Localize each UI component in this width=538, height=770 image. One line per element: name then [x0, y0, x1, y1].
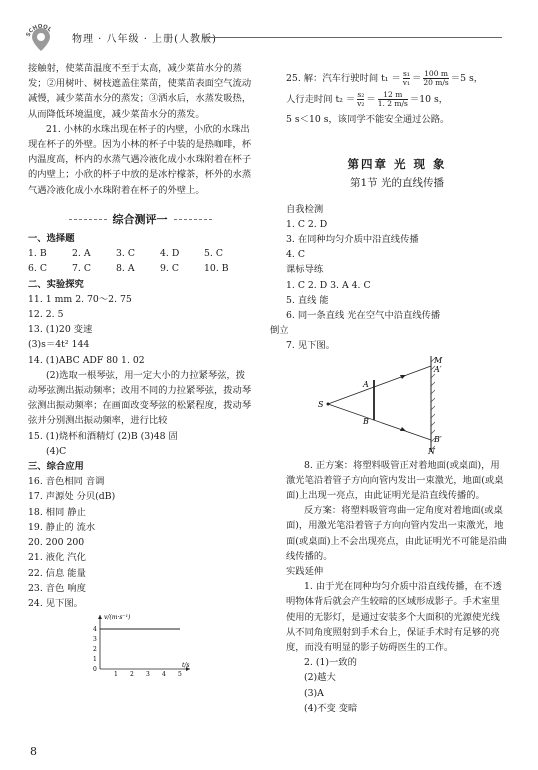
chapter-title: 第四章 光 现 象 — [347, 157, 447, 172]
rr-answer-2d: (4)不变 变暗 — [304, 702, 358, 714]
answer-24: 24. 见下图。 — [28, 597, 83, 609]
r-answer-8: 8. 正方案：将塑料吸管正对着地面(或桌面)，用激光笔沿着管子方向向管内发出一束激光，地面(或桌面)上出现一亮点，由此证明光是沿直线传播的。 — [286, 459, 504, 502]
graph-xtick: 3 — [146, 671, 150, 679]
label-M: M — [434, 355, 443, 365]
mc-row-2: 6. C 7. C 8. A 9. C 10. B — [28, 263, 229, 275]
answer-13a: 13. (1)20 变速 — [28, 324, 93, 336]
answer-12: 12. 2. 5 — [28, 309, 64, 321]
graph-ytick: 4 — [93, 626, 97, 634]
label-S: S — [318, 399, 324, 409]
graph-ytick: 2 — [93, 646, 97, 654]
graph-xtick: 2 — [130, 671, 134, 679]
graph-xtick: 4 — [162, 671, 166, 679]
graph-ytick: 3 — [93, 636, 97, 644]
r-answer-5: 5. 直线 能 — [286, 294, 329, 306]
header-title: 物理 · 八年级 · 上册(人教版) — [72, 34, 217, 45]
answer-13b: (3)s＝4t² 144 — [28, 339, 90, 351]
r-answer-6: 6. 同一条直线 光在空气中沿直线传播 — [286, 310, 441, 322]
r-answer-4: 4. C — [286, 249, 305, 261]
r-answer-1: 1. C 2. D — [286, 218, 328, 230]
self-check-heading: 自我检测 — [286, 203, 324, 215]
part-2-heading: 二、实验探究 — [28, 278, 84, 290]
answer-15: 15. (1)烧杯和酒精灯 (2)B (3)48 固 — [28, 430, 178, 442]
answer-16: 16. 音色相同 音调 — [28, 476, 105, 488]
page-header — [24, 18, 514, 58]
graph-xtick: 5 — [178, 671, 182, 679]
r-answer-7: 7. 见下图。 — [286, 340, 336, 352]
rr-answer-2b: (2)越大 — [304, 672, 336, 684]
lesson-title: 第1节 光的直线传播 — [349, 177, 445, 190]
r-answer-6b: 倒立 — [270, 325, 289, 337]
answer-continuation: 接触射，使菜苗温度不至于太高，减少菜苗水分的蒸发；②用树叶、树枝遮盖住菜苗，使菜苗表面空气流动减慢，减少菜苗水分的蒸发；③洒水后，水蒸发吸热，从而降低环境温度，减少菜苗水分的蒸发。 — [28, 63, 252, 120]
answer-25-line2: 人行走时间 t₂ ＝ $\frac{\text{s₂}}{\text{v₂}}$ ＝ $\frac{12 m}{1. 2 m/s}$ ＝10 s， — [286, 90, 449, 108]
label-A: A — [363, 379, 369, 389]
rr-answer-2c: (3)A — [304, 687, 324, 699]
graph-xtick: 1 — [114, 671, 118, 679]
rr-answer-1: 1. 由于光在同种均匀介质中沿直线传播，在不透明物体背后就会产生较暗的区域形成影子。手术室里使用的无影灯，是通过安装多个大面积的光源使光线从不同角度照射到手术台上，保证手术时有足够的亮度，而没有明显的影子妨碍医生的工作。 — [286, 581, 502, 654]
graph-ytick: 1 — [93, 656, 97, 664]
left-column — [28, 61, 252, 679]
page-number: 8 — [30, 745, 37, 758]
answer-17: 17. 声源处 分贝(dB) — [28, 491, 116, 503]
answer-19: 19. 静止的 流水 — [28, 521, 96, 533]
answer-14a: 14. (1)ABC ADF 80 1. 02 — [28, 354, 145, 366]
answer-15b: (4)C — [46, 445, 67, 457]
practice-extension-heading: 实践延伸 — [286, 566, 324, 578]
r-answer-1b: 1. C 2. D 3. A 4. C — [286, 279, 371, 291]
school-logo-icon — [26, 24, 56, 54]
part-3-heading: 三、综合应用 — [28, 461, 84, 473]
answer-25-line1: 25. 解：汽车行驶时间 t₁ ＝ $\frac{\text{s₁}}{\text{v₁}}$ ＝ $\frac{100 m}{20 m/s}$ ＝5 s， — [286, 69, 484, 87]
label-A-prime: A′ — [434, 364, 442, 374]
answer-18: 18. 相同 静止 — [28, 506, 86, 518]
r-answer-8b: 反方案：将塑料吸管弯曲一定角度对着地面(或桌面)，用激光笔沿着管子方向向管内发出一束激光，地面(或桌面)上不会出现亮点，由此证明光不可能是沿曲线传播的。 — [286, 505, 508, 562]
school-text: SCHOOL — [26, 24, 53, 38]
answer-21: 21. 小林的水珠出现在杯子的内壁，小欣的水珠出现在杯子的外壁。因为小林的杯子中装的是热咖啡，杯内温度高，杯内的水蒸气遇冷液化成小水珠附着在杯子的内壁上；小欣的杯子中放的是冰柠檬茶，杯外的水蒸气遇冷液化成小水珠附着在杯子的外壁上。 — [28, 123, 252, 196]
answer-20: 20. 200 200 — [28, 537, 85, 549]
answer-11: 11. 1 mm 2. 70～2. 75 — [28, 293, 132, 305]
answer-14b: (2)选取一根琴弦，用一定大小的力拉紧琴弦，拨动琴弦测出振动频率；改用不同的力拉紧琴弦，拨动琴弦测出振动频率；在画面改变琴弦的松紧程度，拨动琴弦并分别测出振动频率，进行比较 — [28, 369, 252, 427]
mc-row-1: 1. B 2. A 3. C 4. D 5. C — [28, 248, 223, 260]
light-diagram — [316, 354, 466, 454]
graph-xlabel: t/s — [182, 662, 190, 670]
vt-graph — [86, 611, 196, 679]
answer-25-line3: 5 s＜10 s，该同学不能安全通过公路。 — [286, 114, 450, 125]
graph-ytick: 0 — [93, 666, 97, 674]
answer-21b: 21. 液化 汽化 — [28, 552, 86, 564]
header-rule — [202, 37, 502, 38]
part-1-heading: 一、选择题 — [28, 233, 75, 245]
label-B-prime: B′ — [434, 434, 442, 444]
right-column — [270, 69, 508, 716]
section-title: 综合测评一 — [28, 212, 252, 227]
label-N: N — [428, 446, 435, 456]
r-answer-3: 3. 在同种均匀介质中沿直线传播 — [286, 234, 419, 246]
answer-23: 23. 音色 响度 — [28, 582, 86, 594]
standard-practice-heading: 课标导练 — [286, 264, 324, 276]
label-B: B — [363, 416, 369, 426]
answer-22: 22. 信息 能量 — [28, 567, 86, 579]
rr-answer-2: 2. (1)一致的 — [304, 657, 357, 669]
graph-ylabel: v/(m·s⁻¹) — [104, 614, 131, 622]
